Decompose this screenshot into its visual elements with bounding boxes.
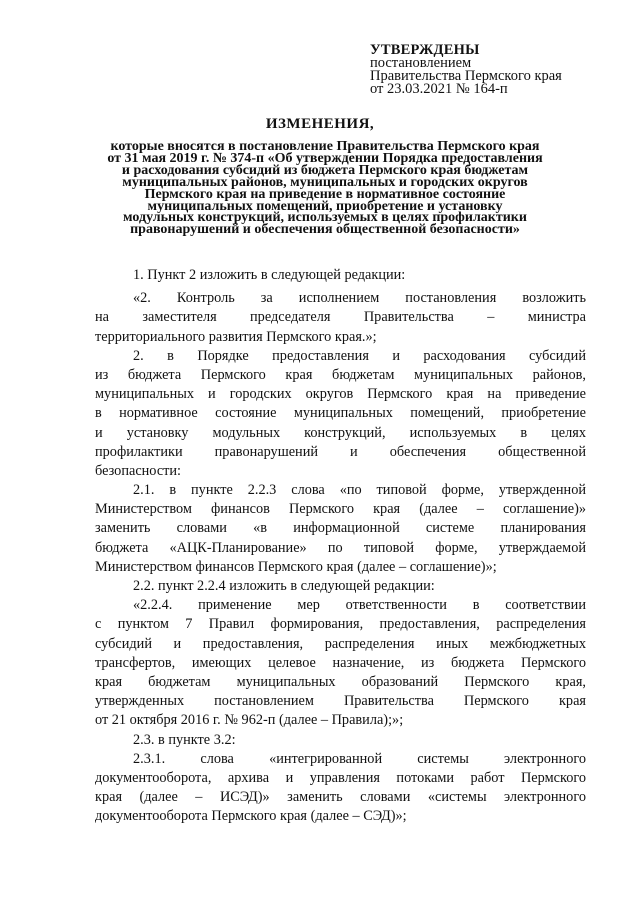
subtitle-line: которые вносятся в постановление Правительства Пермского края [110, 139, 540, 154]
body-line: на заместителя председателя Правительства – министра [95, 309, 586, 326]
body-line: 2.3. в пункте 3.2: [133, 731, 236, 748]
body-line: 2.2. пункт 2.2.4 изложить в следующей редакции: [133, 578, 435, 594]
body-line: документооборота, архива и управления потоками работ Пермского [95, 769, 586, 786]
approval-line: постановлением [370, 55, 472, 71]
subtitle-line: муниципальных помещений, приобретение и установку [147, 198, 503, 214]
body-line: 2.1. в пункте 2.2.3 слова «по типовой форме, утвержденной [133, 482, 586, 499]
body-line: территориального развития Пермского края.»; [95, 328, 377, 345]
body-line: субсидий и предоставления, распределения иных межбюджетных [95, 635, 586, 652]
approval-line: Правительства Пермского края [370, 68, 562, 84]
body-line: края бюджетам муниципальных образований Пермского края, [95, 673, 586, 690]
body-line: Министерством финансов Пермского края (далее – соглашение)»; [95, 558, 497, 575]
document-title: ИЗМЕНЕНИЯ, [265, 116, 375, 132]
body-line: «2. Контроль за исполнением постановления возложить [133, 290, 586, 307]
body-line: 2. в Порядке предоставления и расходования субсидий [133, 347, 586, 364]
subtitle-line: правонарушений и обеспечения общественной безопасности» [130, 222, 520, 238]
body-line: безопасности: [95, 462, 182, 479]
document-body [95, 266, 586, 826]
body-line: 1. Пункт 2 изложить в следующей редакции: [133, 267, 406, 283]
body-line: и установку модульных конструкций, используемых в целях [95, 424, 586, 441]
subtitle-line: от 31 мая 2019 г. № 374-п «Об утверждении Порядка предоставления [107, 150, 543, 166]
body-line: утвержденных постановлением Правительства Пермского края [95, 693, 586, 710]
body-line: Министерством финансов Пермского края (далее – соглашение)» [95, 501, 586, 518]
body-line: края (далее – ИСЭД)» заменить словами «системы электронного [95, 789, 586, 806]
body-line: с пунктом 7 Правил формирования, предоставления, распределения [95, 616, 586, 633]
body-line: «2.2.4. применение мер ответственности в соответствии [133, 597, 586, 614]
body-line: из бюджета Пермского края бюджетам муниципальных районов, [95, 366, 586, 383]
subtitle-line: модульных конструкций, используемых в целях профилактики [123, 210, 527, 226]
body-line: муниципальных и городских округов Пермского края на приведение [95, 386, 586, 403]
body-line: заменить словами «в информационной системе планирования [95, 520, 586, 537]
subtitle-line: Пермского края на приведение в нормативное состояние [144, 186, 506, 202]
approval-line: от 23.03.2021 № 164-п [370, 81, 508, 97]
body-line: от 21 октября 2016 г. № 962-п (далее – Правила);»; [95, 712, 404, 729]
document-subtitle [90, 141, 560, 236]
body-line: 2.3.1. слова «интегрированной системы электронного [133, 750, 586, 767]
body-line: трансфертов, имеющих целевое назначение, из бюджета Пермского [95, 654, 586, 671]
body-line: документооборота Пермского края (далее – СЭД)»; [95, 808, 407, 825]
subtitle-line: и расходования субсидий из бюджета Пермского края бюджетам [121, 162, 529, 178]
body-line: бюджета «АЦК-Планирование» по типовой форме, утверждаемой [95, 539, 586, 556]
subtitle-line: муниципальных районов, муниципальных и городских округов [122, 174, 528, 190]
approval-title: УТВЕРЖДЕНЫ [370, 42, 480, 58]
body-line: в нормативное состояние муниципальных помещений, приобретение [95, 405, 586, 422]
body-line: профилактики правонарушений и обеспечения общественной [95, 443, 586, 460]
approval-block [370, 44, 562, 96]
